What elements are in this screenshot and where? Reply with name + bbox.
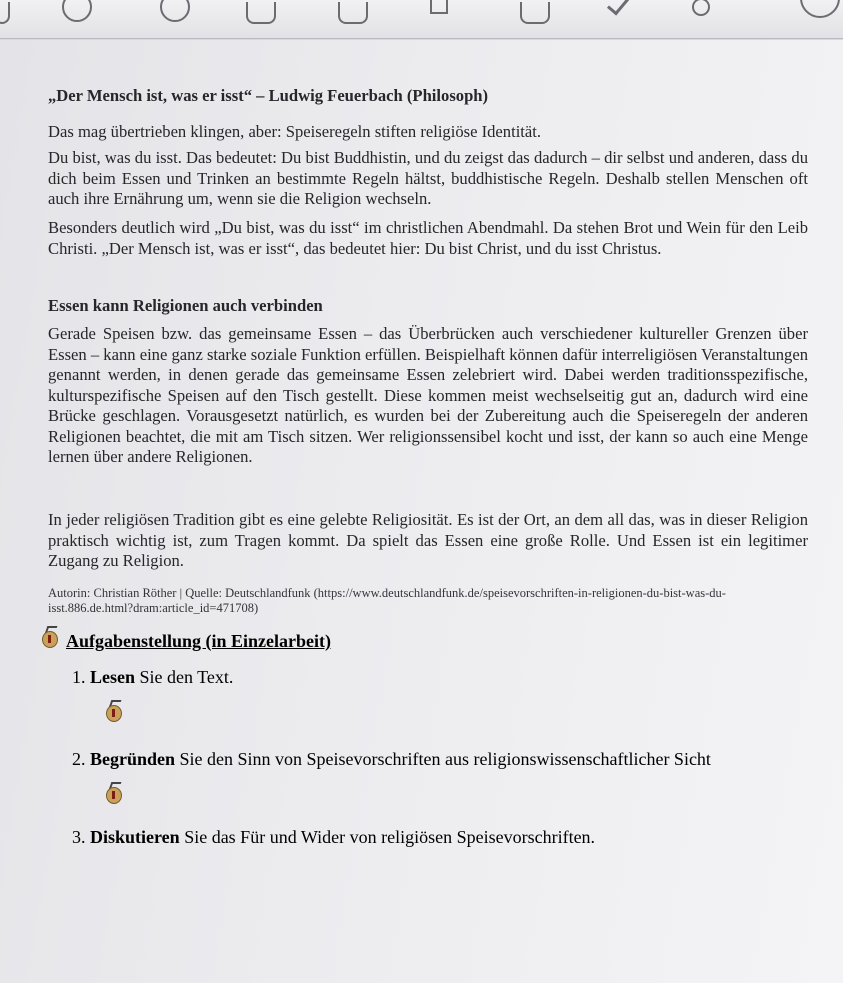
task-title: Aufgabenstellung (in Einzelarbeit) [66, 631, 332, 651]
task-number: 3. [72, 827, 86, 847]
color-picker-icon[interactable] [800, 0, 840, 18]
task-number: 2. [72, 749, 86, 769]
lightbulb-icon [104, 782, 122, 804]
paragraph-5: In jeder religiösen Tradition gibt es eine gelebte Religiosität. Es ist der Ort, an dem all das, was in dieser Religion praktisch wichtig ist, zum Tragen kommt. Da spielt das Essen eine große Rolle. Und Essen ist ein legitimer Zugang zu Religion. [48, 510, 808, 570]
sticker-icon[interactable] [160, 0, 190, 22]
shape-icon[interactable] [338, 2, 368, 24]
task-verb: Lesen [90, 667, 135, 687]
source-citation: Autorin: Christian Röther | Quelle: Deutschlandfunk (https://www.deutschlandfunk.de/speisevorschriften-in-religionen-du-bist-was-du-isst.886.de.html?dram:article_id=471708) [48, 586, 726, 615]
ruler-icon[interactable] [430, 0, 448, 14]
circle-icon[interactable] [692, 0, 710, 16]
text-box-icon[interactable] [246, 2, 276, 24]
paragraph-2: Du bist, was du isst. Das bedeutet: Du bist Buddhistin, und du zeigst das dadurch – dir selbst und anderen, dass du dich beim Essen und Trinken an bestimmte Regeln hältst, buddhistische Regeln. Deshalb stellen Menschen oft auch ihre Ernährung um, wenn sie die Religion wechseln. [48, 148, 808, 208]
task-item-3 [72, 826, 595, 848]
section-heading: Essen kann Religionen auch verbinden [48, 296, 323, 315]
task-verb: Diskutieren [90, 827, 180, 847]
lightbulb-icon [104, 700, 122, 722]
task-number: 1. [72, 667, 86, 687]
task-text: Sie den Text. [135, 667, 234, 687]
task-text: Sie den Sinn von Speisevorschriften aus religionswissenschaftlicher Sicht [175, 749, 711, 769]
task-verb: Begründen [90, 749, 176, 769]
undo-icon[interactable] [0, 2, 10, 24]
zoom-icon[interactable] [520, 2, 550, 24]
check-icon[interactable] [607, 0, 629, 16]
paragraph-1: Das mag übertrieben klingen, aber: Speiseregeln stiften religiöse Identität. [48, 122, 542, 141]
lasso-icon[interactable] [62, 0, 92, 22]
quote-heading: „Der Mensch ist, was er isst“ – Ludwig Feuerbach (Philosoph) [48, 86, 489, 105]
paragraph-3: Besonders deutlich wird „Du bist, was du isst“ im christlichen Abendmahl. Da stehen Brot und Wein für den Leib Christi. „Der Mensch ist, was er isst“, das bedeutet hier: Du bist Christ, und du isst Christus. [48, 218, 808, 258]
lightbulb-icon [40, 626, 58, 648]
task-text: Sie das Für und Wider von religiösen Speisevorschriften. [179, 827, 596, 847]
toolbar [0, 0, 843, 39]
paragraph-4: Gerade Speisen bzw. das gemeinsame Essen – das Überbrücken auch verschiedener kultureller Grenzen über Essen – kann eine ganz starke soziale Funktion erfüllen. Beispielhaft können dafür interreligiösen Veranstaltungen genannt werden, in denen gerade das gemeinsame Essen zelebriert wird. Dabei werden traditionsspezifische, kulturspezifische Speisen auf den Tisch gestellt. Diese kommen meist wechselseitig gut an, dadurch wird eine Brücke geschlagen. Vorausgesetzt natürlich, es wurden bei der Zubereitung auch die Speiseregeln der anderen Religionen beachtet, die mit am Tisch sitzen. Wer religionssensibel kocht und isst, der kann so auch eine Menge lernen über andere Religionen. [48, 324, 809, 466]
task-item-1 [72, 666, 233, 688]
task-item-2 [72, 748, 711, 770]
